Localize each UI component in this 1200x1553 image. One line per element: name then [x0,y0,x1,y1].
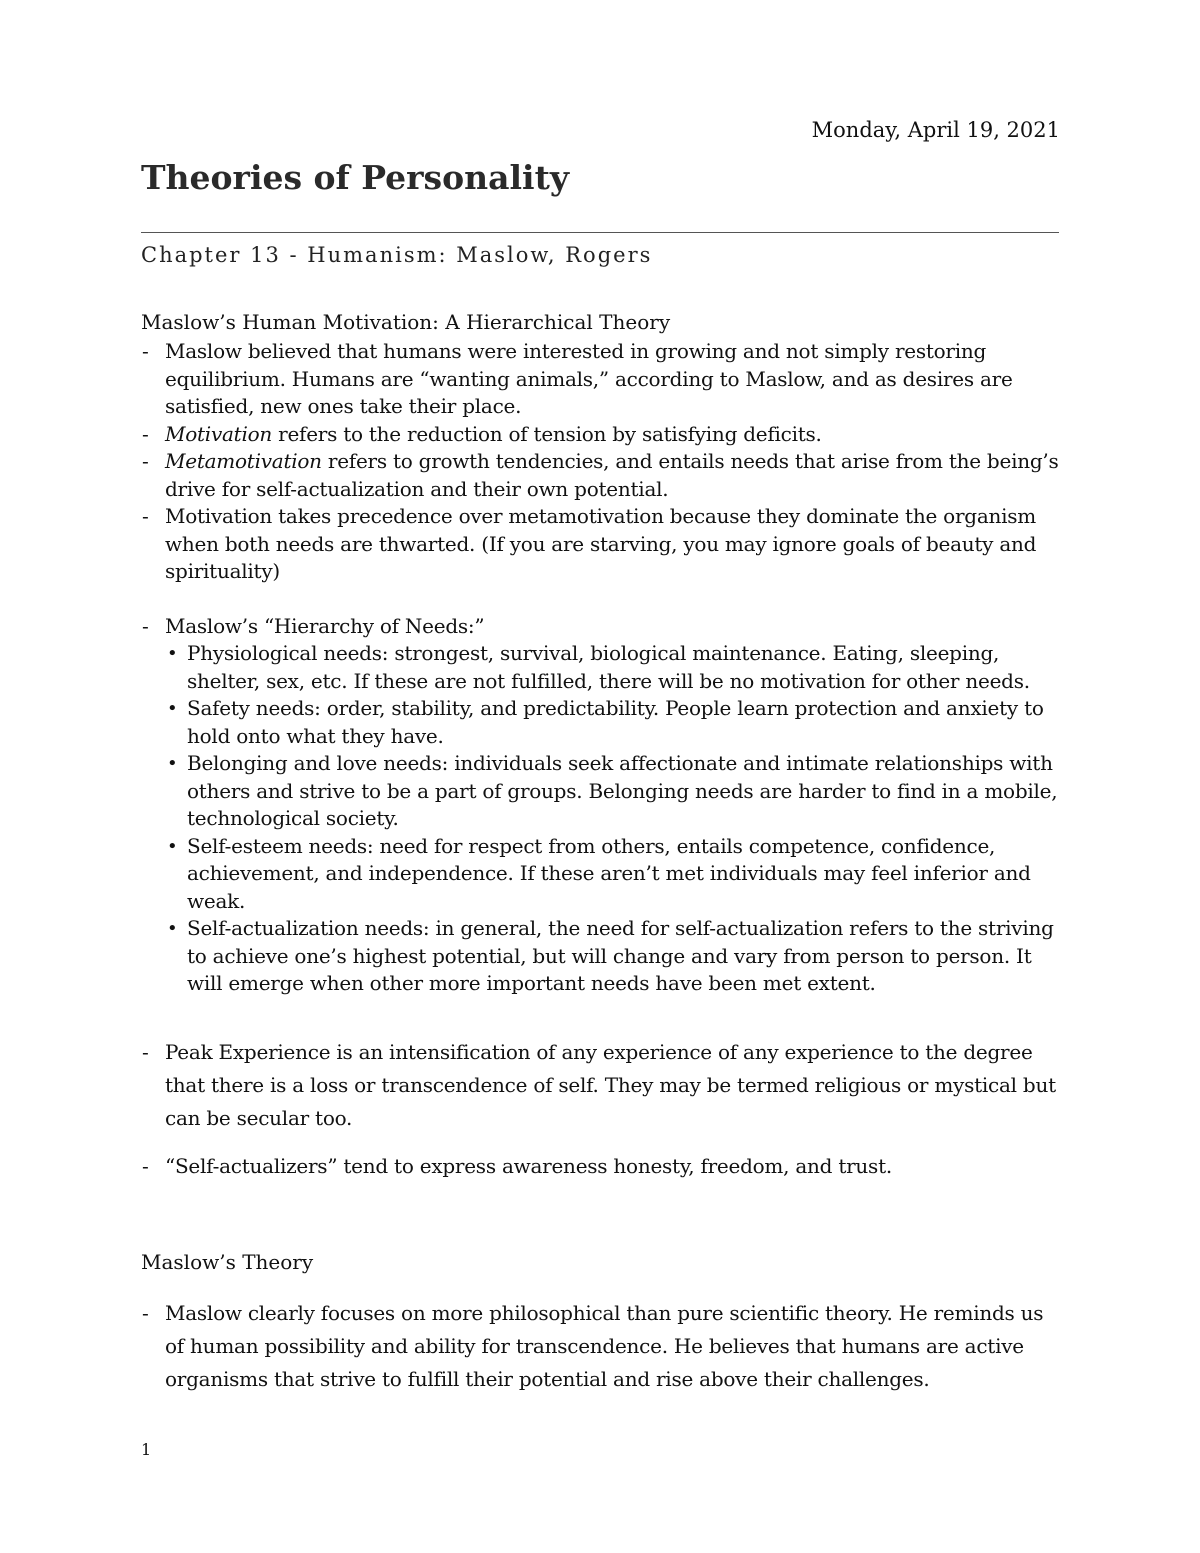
peak-experience-text: Peak Experience is an intensification of any experience of any experience to the degree that there is a loss or transcendence of self. They may be termed religious or mystical but can be secular too. [165,1040,1056,1130]
item-text: Maslow believed that humans were interested in growing and not simply restoring equilibrium. Humans are “wanting animals,” according to Maslow, and as desires are satisfied, new ones take their place. [165,339,1013,418]
section-heading-maslows-theory: Maslow’s Theory [141,1250,314,1274]
item-text: Motivation takes precedence over metamotivation because they dominate the organism when both needs are thwarted. (If you are starving, you may ignore goals of beauty and spirituality) [165,504,1037,583]
document-date: Monday, April 19, 2021 [811,118,1060,142]
needs-list [165,640,1066,998]
list-item [141,1297,1066,1396]
need-text: Self-actualization needs: in general, the need for self-actualization refers to the striving to achieve one’s highest potential, but will change and vary from person to person. It will emerge when other more important needs have been met extent. [187,916,1054,995]
self-actualizers-text: “Self-actualizers” tend to express awareness honesty, freedom, and trust. [165,1154,892,1178]
title-divider [141,232,1059,233]
bullet-marker: • [167,643,178,664]
section-heading-human-motivation: Maslow’s Human Motivation: A Hierarchical Theory [141,310,671,334]
need-self-esteem [165,833,1066,916]
hierarchy-label: Maslow’s “Hierarchy of Needs:” [165,613,485,638]
list-item [141,1036,1066,1135]
list-item [141,503,1066,586]
peak-experience-list [141,1036,1066,1183]
item-text: Maslow clearly focuses on more philosophical than pure scientific theory. He reminds us of human possibility and ability for transcendence. He believes that humans are active organisms that strive to fulfill their potential and rise above their challenges. [165,1301,1044,1391]
item-text: refers to the reduction of tension by satisfying deficits. [272,421,822,446]
dash-marker: - [142,504,149,528]
page-number: 1 [141,1440,152,1459]
dash-marker: - [142,1301,149,1325]
need-physiological [165,640,1066,695]
list-item [141,613,1066,998]
term-metamotivation: Metamotivation [165,449,322,473]
bullet-marker: • [167,753,178,774]
motivation-list [141,338,1066,998]
dash-marker: - [142,1040,149,1064]
list-item [141,1150,1066,1183]
chapter-heading: Chapter 13 - Humanism: Maslow, Rogers [141,243,653,267]
maslow-theory-list [141,1297,1066,1396]
dash-marker: - [142,339,149,363]
dash-marker: - [142,613,149,638]
list-item [141,421,1066,449]
term-motivation: Motivation [165,421,273,446]
need-safety [165,695,1066,750]
need-text: Physiological needs: strongest, survival, biological maintenance. Eating, sleeping, shelter, sex, etc. If these are not fulfilled, there will be no motivation for other needs. [187,641,1030,693]
list-item [141,448,1066,503]
bullet-marker: • [167,835,178,857]
document-title: Theories of Personality [141,158,570,197]
list-item [141,338,1066,421]
need-text: Belonging and love needs: individuals seek affectionate and intimate relationships with others and strive to be a part of groups. Belonging needs are harder to find in a mobile, technological society. [187,751,1058,830]
dash-marker: - [142,449,149,473]
bullet-marker: • [167,918,178,939]
item-text: refers to growth tendencies, and entails needs that arise from the being’s drive for self-actualization and their own potential. [165,449,1059,501]
dash-marker: - [142,1154,149,1178]
need-belonging [165,750,1066,833]
bullet-marker: • [167,698,178,719]
need-text: Safety needs: order, stability, and predictability. People learn protection and anxiety to hold onto what they have. [187,696,1044,748]
need-text: Self-esteem needs: need for respect from others, entails competence, confidence, achievement, and independence. If these aren’t met individuals may feel inferior and weak. [187,833,1031,913]
need-self-actualization [165,915,1066,998]
dash-marker: - [142,421,149,446]
